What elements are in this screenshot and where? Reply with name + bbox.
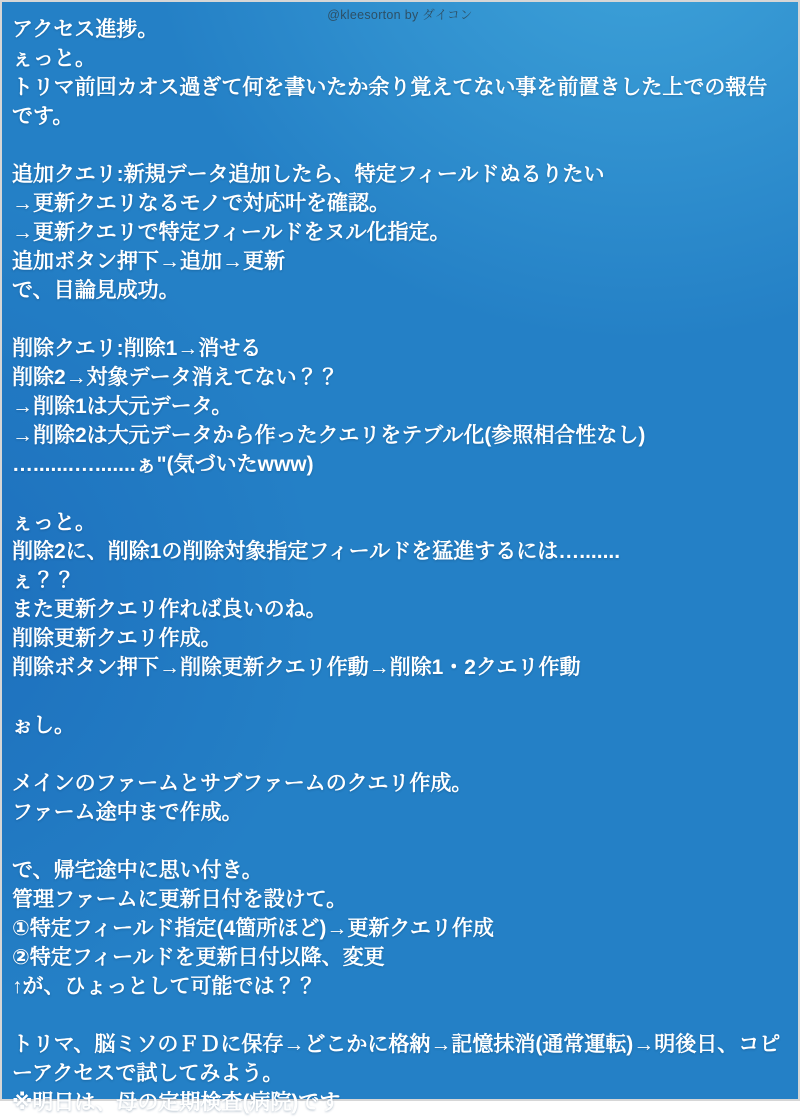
text-line: 削除更新クエリ作成。 (12, 627, 222, 650)
text-line: トリマ、脳ミソのＦＤに保存→どこかに格納→記憶抹消(通常運転)→明後日、コピーアクセスで試してみよう。 (12, 1033, 781, 1085)
paragraph-delete-query (12, 334, 788, 479)
text-line: ….......….......ぁ"(気づいたwww) (12, 453, 314, 476)
text-line: 追加ボタン押下→追加→更新 (12, 250, 285, 273)
text-line: 追加クエリ:新規データ追加したら、特定フィールドぬるりたい (12, 163, 605, 186)
text-line: ぇっと。 (12, 47, 96, 70)
text-line: →更新クエリなるモノで対応叶を確認。 (12, 192, 390, 215)
text-line: で、目論見成功。 (12, 279, 180, 302)
text-line: また更新クエリ作れば良いのね。 (12, 598, 327, 621)
text-line: 削除2に、削除1の削除対象指定フィールドを猛進するには…....... (12, 540, 621, 563)
text-line: ぇっと。 (12, 511, 96, 534)
text-line: アクセス進捗。 (12, 18, 159, 41)
paragraph-append-query (12, 160, 788, 305)
text-line: ↑が、ひょっとして可能では？？ (12, 975, 317, 998)
paragraph-intro (12, 15, 788, 131)
text-line: →更新クエリで特定フィールドをヌル化指定。 (12, 221, 451, 244)
text-line: 削除クエリ:削除1→消せる (12, 337, 262, 360)
paragraph-form-progress (12, 769, 788, 827)
text-line: 管理ファームに更新日付を設けて。 (12, 888, 348, 911)
text-line: ぉし。 (12, 714, 75, 737)
text-line: ※明日は、母の定期検査(病院)です (12, 1091, 341, 1114)
text-line: 削除ボタン押下→削除更新クエリ作動→削除1・2クエリ作動 (12, 656, 581, 679)
paragraph-interjection (12, 711, 788, 740)
paragraph-delete-update (12, 508, 788, 682)
text-line: ファーム途中まで作成。 (12, 801, 243, 824)
text-line: で、帰宅途中に思い付き。 (12, 859, 263, 882)
text-line: ぇ？？ (12, 569, 75, 592)
text-line: ①特定フィールド指定(4箇所ほど)→更新クエリ作成 (12, 917, 494, 940)
watermark-credit: @kleesorton by ダイコン (327, 8, 473, 22)
paragraph-closing (12, 1030, 788, 1117)
text-line: →削除1は大元データ。 (12, 395, 233, 418)
text-line: メインのファームとサブファームのクエリ作成。 (12, 772, 473, 795)
note-content (2, 2, 798, 1117)
paragraph-idea (12, 856, 788, 1001)
text-line: トリマ前回カオス過ぎて何を書いたか余り覚えてない事を前置きした上での報告です。 (12, 76, 768, 128)
text-line: →削除2は大元データから作ったクエリをテブル化(参照相合性なし) (12, 424, 646, 447)
text-line: 削除2→対象データ消えてない？？ (12, 366, 339, 389)
text-line: ②特定フィールドを更新日付以降、変更 (12, 946, 385, 969)
